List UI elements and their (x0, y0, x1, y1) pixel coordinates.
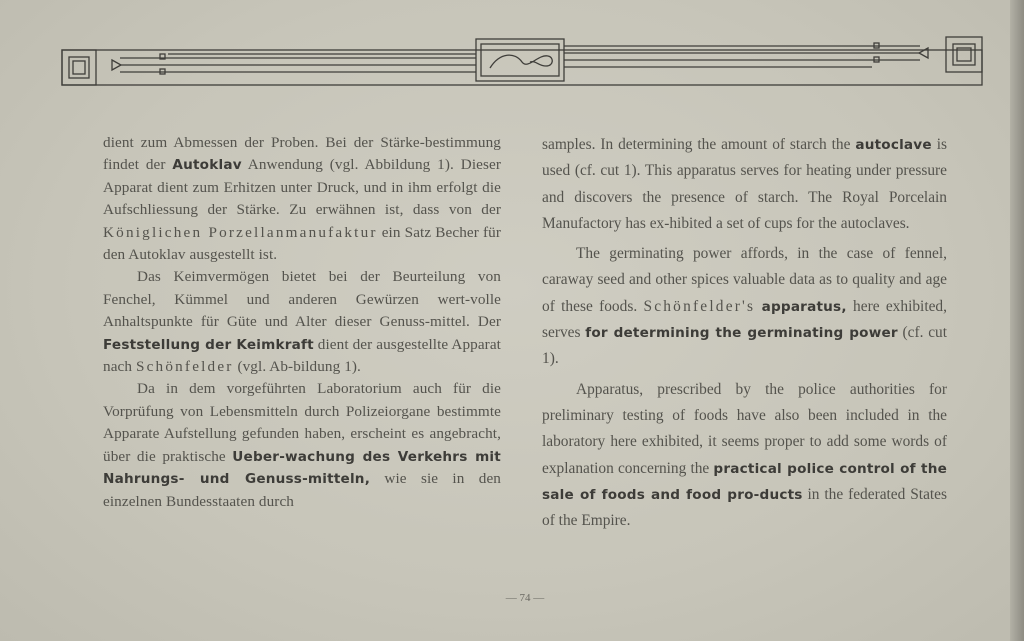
german-paragraph-2 (103, 266, 501, 378)
bold-term: Ueber-wachung des Verkehrs mit Nahrungs- und Genuss-mitteln, (103, 448, 501, 488)
text-run: samples. In determining the amount of starch the (542, 136, 856, 153)
text-run: is used (cf. cut 1). This apparatus serves for heating under pressure and discovers the presence of starch. The Royal Porcelain Manufactory has ex-hibited a set of cups for the autoclaves. (542, 136, 947, 232)
spaced-name: Königlichen Porzellanmanufaktur (103, 223, 378, 241)
bold-term: Feststellung der Keimkraft (103, 336, 314, 353)
english-text-column (542, 132, 947, 534)
bold-term: practical police control of the sale of foods and food pro-ducts (542, 460, 948, 503)
text-run: dient zum Abmessen der Proben. Bei der Stärke-bestimmung findet der (103, 134, 501, 174)
text-run: Anwendung (vgl. Abbildung 1). Dieser Apparat dient zum Erhitzen unter Druck, und in ihm erfolgt die Aufschliessung der Stärke. Zu erwähnen ist, dass von der (103, 156, 501, 219)
spaced-name: Schönfelder's (643, 297, 756, 315)
german-text-column (103, 132, 501, 513)
bold-term: for determining the germinating power (585, 325, 898, 342)
text-run: Apparatus, prescribed by the police authorities for preliminary testing of foods have also been included in the laboratory here exhibited, it seems proper to add some words of explanation concerning the (542, 380, 947, 477)
page-number: — 74 — (505, 592, 545, 604)
english-paragraph-3 (542, 377, 947, 535)
german-paragraph-1 (103, 132, 501, 266)
bold-term: Autoklav (172, 157, 242, 174)
text-run: The germinating power affords, in the case of fennel, caraway seed and other spices valuable data as to quality and age of these foods. (542, 245, 947, 315)
text-run: Da in dem vorgeführten Laboratorium auch für die Vorprüfung von Lebensmitteln durch Polizeiorgane bestimmte Apparate Aufstellung gefunden haben, erscheint es angebracht, über die praktische (103, 380, 501, 465)
text-run: dient der ausgestellte Apparat nach (103, 335, 501, 376)
german-paragraph-3 (103, 378, 501, 512)
text-run: (cf. cut 1). (542, 324, 948, 368)
english-paragraph-2 (542, 241, 947, 372)
bold-term: autoclave (855, 137, 932, 153)
bold-term: apparatus, (761, 298, 847, 315)
text-run: (vgl. Ab-bildung 1). (233, 358, 361, 376)
page-edge (1010, 0, 1024, 641)
text-run: wie sie in den einzelnen Bundesstaaten durch (103, 470, 501, 510)
text-run: ein Satz Becher für den Autoklav ausgestellt ist. (103, 223, 501, 264)
spaced-name: Schönfelder (135, 358, 234, 376)
text-run: here exhibited, serves (542, 297, 947, 342)
english-paragraph-1 (542, 132, 947, 237)
ornamental-header-band (60, 32, 984, 88)
text-run: in the federated States of the Empire. (542, 485, 948, 530)
text-run: Das Keimvermögen bietet bei der Beurteilung von Fenchel, Kümmel und anderen Gewürzen wert-volle Anhaltspunkte für Güte und Alter dieser Genuss-mittel. Der (103, 268, 501, 331)
